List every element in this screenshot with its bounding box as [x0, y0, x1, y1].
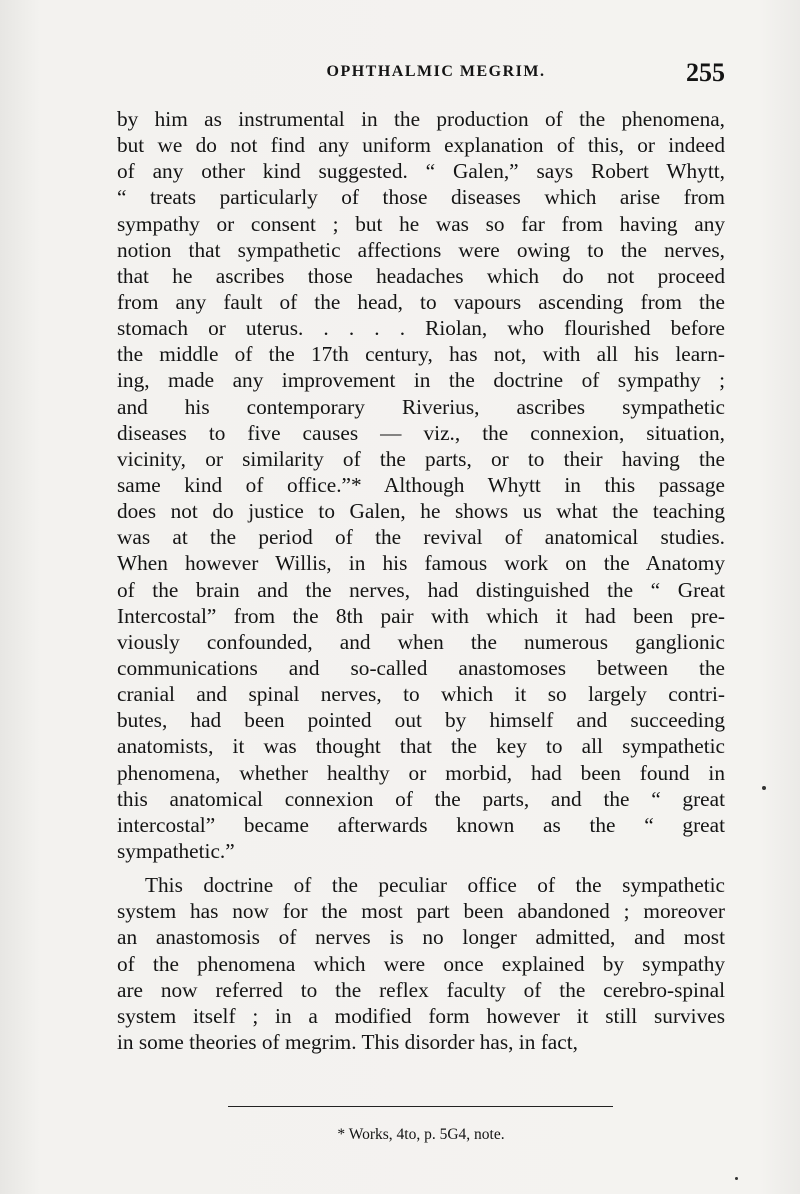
text-line: system itself ; in a modified form however it still survives [117, 1003, 725, 1028]
text-line: This doctrine of the peculiar office of the sympathetic [145, 873, 725, 898]
text-line: but we do not find any uniform explanation of this, or indeed [117, 133, 725, 158]
text-line: that he ascribes those headaches which do not proceed [117, 263, 725, 288]
text-line: this anatomical connexion of the parts, and the “ great [117, 786, 725, 811]
text-line: vicinity, or similarity of the parts, or to their having the [117, 446, 725, 471]
text-line: butes, had been pointed out by himself and succeeding [117, 708, 725, 733]
text-line: stomach or uterus. . . . . Riolan, who flourished before [117, 316, 725, 341]
text-line: an anastomosis of nerves is no longer admitted, and most [117, 925, 725, 950]
text-line: was at the period of the revival of anatomical studies. [117, 525, 725, 550]
text-line: are now referred to the reflex faculty of the cerebro-spinal [117, 977, 725, 1002]
text-line: viously confounded, and when the numerous ganglionic [117, 629, 725, 654]
text-line: intercostal” became afterwards known as the “ great [117, 812, 725, 837]
page-number: 255 [686, 58, 725, 87]
page-header [117, 58, 725, 90]
text-line: diseases to five causes — viz., the connexion, situation, [117, 420, 725, 445]
body-text [117, 106, 725, 1055]
text-line: When however Willis, in his famous work on the Anatomy [117, 551, 725, 576]
text-line: from any fault of the head, to vapours ascending from the [117, 289, 725, 314]
running-title: OPHTHALMIC MEGRIM. [326, 63, 546, 80]
footnote-rule [228, 1106, 613, 1107]
text-line: “ treats particularly of those diseases which arise from [117, 185, 725, 210]
text-line: does not do justice to Galen, he shows us what the teaching [117, 499, 725, 524]
paragraph-2 [117, 872, 725, 1055]
ink-speck [762, 786, 766, 790]
text-line: of the phenomena which were once explained by sympathy [117, 951, 725, 976]
footnote: * Works, 4to, p. 5G4, note. [337, 1126, 505, 1143]
text-line: phenomena, whether healthy or morbid, had been found in [117, 760, 725, 785]
ink-speck [735, 1177, 738, 1180]
text-line: ing, made any improvement in the doctrine of sympathy ; [117, 368, 725, 393]
text-line: system has now for the most part been abandoned ; moreover [117, 899, 725, 924]
text-line: of the brain and the nerves, had distinguished the “ Great [117, 577, 725, 602]
text-line: Intercostal” from the 8th pair with which it had been pre- [117, 603, 725, 628]
text-line: notion that sympathetic affections were owing to the nerves, [117, 237, 725, 262]
paragraph-gap [117, 864, 725, 872]
paragraph-1 [117, 106, 725, 864]
text-line: by him as instrumental in the production of the phenomena, [117, 107, 725, 131]
text-line: the middle of the 17th century, has not, with all his learn- [117, 342, 725, 367]
text-line: anatomists, it was thought that the key to all sympathetic [117, 734, 725, 759]
text-line: sympathetic.” [117, 838, 235, 863]
text-line: same kind of office.”* Although Whytt in this passage [117, 472, 725, 497]
text-line: cranial and spinal nerves, to which it so largely contri- [117, 682, 725, 707]
text-line: communications and so-called anastomoses between the [117, 655, 725, 680]
text-line: sympathy or consent ; but he was so far from having any [117, 211, 725, 236]
text-line: in some theories of megrim. This disorder has, in fact, [117, 1029, 578, 1054]
text-line: of any other kind suggested. “ Galen,” says Robert Whytt, [117, 159, 725, 184]
text-line: and his contemporary Riverius, ascribes sympathetic [117, 394, 725, 419]
